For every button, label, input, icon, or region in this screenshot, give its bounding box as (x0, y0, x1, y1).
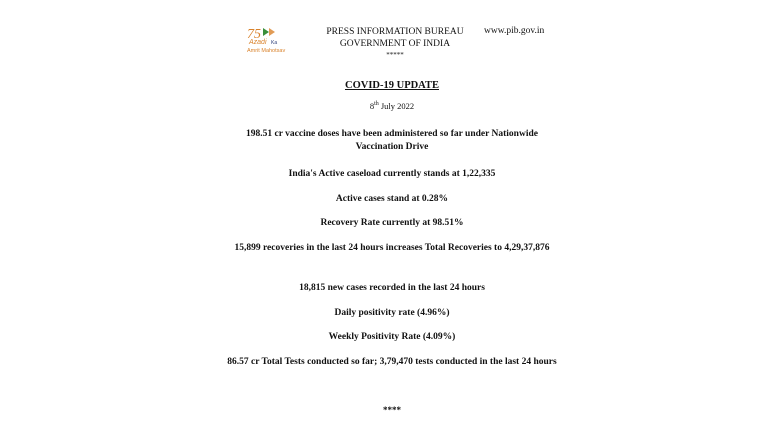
update-item-recoveries: 15,899 recoveries in the last 24 hours increases Total Recoveries to 4,29,37,876 (234, 243, 550, 253)
page-title: COVID-19 UPDATE (344, 80, 439, 91)
website-url: www.pib.gov.in (484, 26, 545, 36)
logo-text-line3: Amrit Mahotsav (247, 48, 286, 54)
azadi-ka-amrit-mahotsav-logo (245, 24, 305, 58)
footer-separator: **** (383, 405, 401, 415)
logo-text-line1: Azadi (249, 39, 267, 46)
date-month-year: July 2022 (378, 101, 415, 111)
update-item-active-caseload: India's Active caseload currently stands at 1,22,335 (288, 169, 496, 179)
org-separator: ***** (386, 51, 404, 59)
date-day: 8 (369, 101, 375, 111)
org-name: PRESS INFORMATION BUREAU (326, 27, 464, 37)
org-government: GOVERNMENT OF INDIA (339, 39, 451, 49)
logo-text-line2: Ka (271, 40, 278, 46)
svg-text:75: 75 (247, 27, 261, 42)
release-date (0, 101, 784, 111)
update-item-new-cases: 18,815 new cases recorded in the last 24 hours (299, 283, 485, 293)
date-suffix: th (374, 101, 379, 108)
update-item-recovery-rate: Recovery Rate currently at 98.51% (320, 218, 464, 228)
update-item-daily-positivity: Daily positivity rate (4.96%) (334, 308, 450, 318)
update-item-active-cases: Active cases stand at 0.28% (335, 194, 449, 204)
update-item-tests: 86.57 cr Total Tests conducted so far; 3,79,470 tests conducted in the last 24 hours (227, 357, 557, 367)
update-item-weekly-positivity: Weekly Positivity Rate (4.09%) (328, 332, 456, 342)
update-item-vaccination: 198.51 cr vaccine doses have been administered so far under Nationwide Vaccination Drive (246, 129, 538, 152)
